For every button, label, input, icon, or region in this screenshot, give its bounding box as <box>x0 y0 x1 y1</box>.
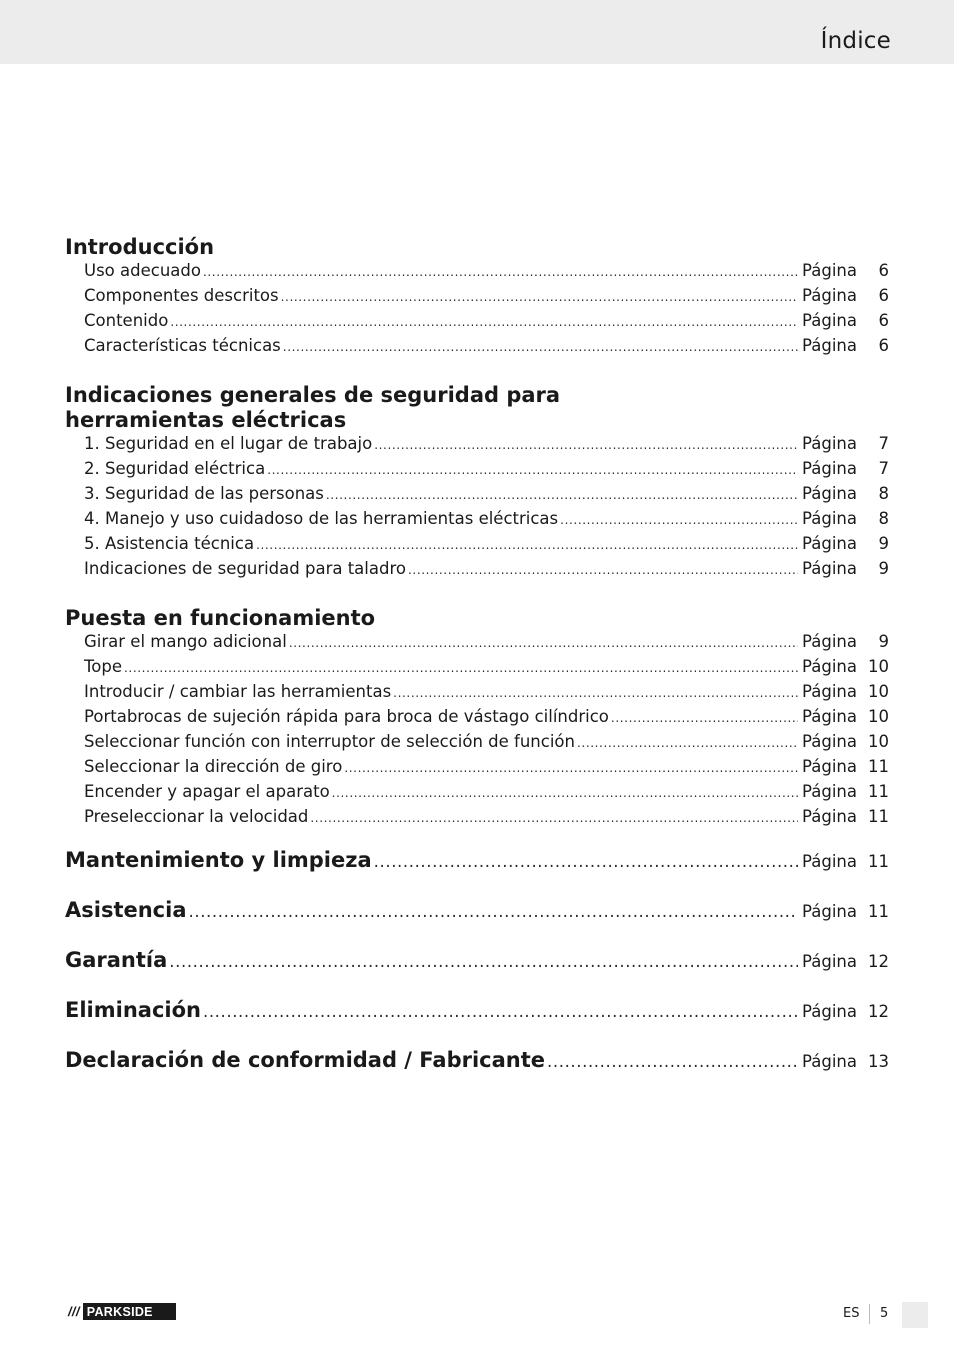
section-puesta-en-funcionamiento <box>65 606 889 832</box>
page-number: 10 <box>868 657 889 676</box>
page-number: 11 <box>868 782 889 801</box>
page-title: Índice <box>820 28 891 54</box>
page-label: Página <box>802 509 857 528</box>
footer-divider <box>869 1304 870 1324</box>
toc-entry[interactable] <box>65 336 889 361</box>
dot-leader <box>267 463 798 477</box>
page-label: Página <box>802 657 857 676</box>
section-seguridad <box>65 383 889 584</box>
entry-list <box>65 632 889 832</box>
page-number: 11 <box>868 807 889 826</box>
entry-title: 3. Seguridad de las personas <box>84 484 324 503</box>
toc-entry[interactable] <box>65 286 889 311</box>
dot-leader <box>374 852 798 871</box>
section-heading: Introducción <box>65 235 215 259</box>
footer-tab-box <box>902 1302 928 1328</box>
parkside-logo <box>65 1303 176 1320</box>
dot-leader <box>611 711 798 725</box>
toc-entry[interactable] <box>65 632 889 657</box>
page-number: 8 <box>878 509 889 528</box>
dot-leader <box>124 661 798 675</box>
dot-leader <box>408 563 798 577</box>
heading-line-1: Indicaciones generales de seguridad para <box>65 383 561 407</box>
entry-title: Componentes descritos <box>84 286 279 305</box>
dot-leader <box>289 636 798 650</box>
page-label: Página <box>802 632 857 651</box>
page-number: 11 <box>868 902 889 921</box>
toc-entry[interactable] <box>65 559 889 584</box>
table-of-contents <box>65 235 889 1098</box>
toc-main-entry[interactable] <box>65 898 889 948</box>
toc-entry[interactable] <box>65 311 889 336</box>
dot-leader <box>203 1002 798 1021</box>
section-heading: Asistencia <box>65 898 187 922</box>
page-label: Página <box>802 757 857 776</box>
logo-text: PARKSIDE <box>86 1304 153 1319</box>
page-number: 9 <box>878 559 889 578</box>
toc-entry[interactable] <box>65 782 889 807</box>
entry-title: Indicaciones de seguridad para taladro <box>84 559 406 578</box>
entry-title: 1. Seguridad en el lugar de trabajo <box>84 434 373 453</box>
page-number: 7 <box>878 459 889 478</box>
entry-title: Características técnicas <box>84 336 281 355</box>
toc-entry[interactable] <box>65 807 889 832</box>
section-heading: Eliminación <box>65 998 201 1022</box>
page-number: 11 <box>868 852 889 871</box>
page-number: 9 <box>878 632 889 651</box>
toc-main-entry[interactable] <box>65 848 889 898</box>
entry-title: 5. Asistencia técnica <box>84 534 255 553</box>
page-label: Página <box>802 732 857 751</box>
toc-entry[interactable] <box>65 509 889 534</box>
page-number: 6 <box>878 336 889 355</box>
dot-leader <box>283 340 798 354</box>
page-number: 11 <box>868 757 889 776</box>
page-number: 10 <box>868 732 889 751</box>
dot-leader <box>281 290 798 304</box>
entry-title: Girar el mango adicional <box>84 632 287 651</box>
dot-leader <box>256 538 798 552</box>
section-heading <box>65 383 889 433</box>
toc-entry[interactable] <box>65 707 889 732</box>
page-label: Página <box>802 286 857 305</box>
logo-slashes: /// <box>65 1303 83 1320</box>
toc-entry[interactable] <box>65 657 889 682</box>
toc-entry[interactable] <box>65 732 889 757</box>
page-label: Página <box>802 682 857 701</box>
dot-leader <box>547 1052 798 1071</box>
dot-leader <box>310 811 798 825</box>
page-label: Página <box>802 707 857 726</box>
toc-entry[interactable] <box>65 534 889 559</box>
page-label: Página <box>802 807 857 826</box>
section-heading: Declaración de conformidad / Fabricante <box>65 1048 546 1072</box>
page-number: 13 <box>868 1052 889 1071</box>
entry-title: 2. Seguridad eléctrica <box>84 459 266 478</box>
page-label: Página <box>802 852 857 871</box>
page-label: Página <box>802 336 857 355</box>
page-number: 7 <box>878 434 889 453</box>
page-label: Página <box>802 484 857 503</box>
page-label: Página <box>802 902 857 921</box>
entry-title: Contenido <box>84 311 169 330</box>
dot-leader <box>344 761 798 775</box>
page-label: Página <box>802 1052 857 1071</box>
toc-entry[interactable] <box>65 757 889 782</box>
dot-leader <box>326 488 798 502</box>
page-number: 6 <box>878 286 889 305</box>
toc-entry[interactable] <box>65 459 889 484</box>
dot-leader <box>374 438 798 452</box>
toc-entry[interactable] <box>65 434 889 459</box>
dot-leader <box>332 786 798 800</box>
dot-leader <box>393 686 798 700</box>
entry-title: Tope <box>84 657 122 676</box>
toc-main-entry[interactable] <box>65 1048 889 1098</box>
dot-leader <box>203 265 798 279</box>
toc-main-entry[interactable] <box>65 948 889 998</box>
page-label: Página <box>802 261 857 280</box>
page-label: Página <box>802 559 857 578</box>
dot-leader <box>189 902 799 921</box>
page-number: 8 <box>878 484 889 503</box>
dot-leader <box>577 736 798 750</box>
section-heading: Garantía <box>65 948 168 972</box>
entry-title: 4. Manejo y uso cuidadoso de las herramientas eléctricas <box>84 509 559 528</box>
entry-title: Introducir / cambiar las herramientas <box>84 682 392 701</box>
entry-list <box>65 434 889 584</box>
page-label: Página <box>802 1002 857 1021</box>
page-number: 9 <box>878 534 889 553</box>
entry-title: Uso adecuado <box>84 261 201 280</box>
dot-leader <box>170 315 798 329</box>
entry-title: Seleccionar función con interruptor de selección de función <box>84 732 575 751</box>
page-number: 12 <box>868 1002 889 1021</box>
page-number: 10 <box>868 707 889 726</box>
dot-leader <box>169 952 798 971</box>
toc-entry[interactable] <box>65 261 889 286</box>
page-number: 6 <box>878 261 889 280</box>
entry-title: Portabrocas de sujeción rápida para broca de vástago cilíndrico <box>84 707 609 726</box>
page-label: Página <box>802 311 857 330</box>
entry-title: Encender y apagar el aparato <box>84 782 330 801</box>
heading-line-2: herramientas eléctricas <box>65 408 347 432</box>
section-heading: Puesta en funcionamiento <box>65 606 376 630</box>
entry-title: Seleccionar la dirección de giro <box>84 757 343 776</box>
language-code: ES <box>843 1306 860 1321</box>
section-introduccion <box>65 235 889 361</box>
page-label: Página <box>802 782 857 801</box>
section-heading: Mantenimiento y limpieza <box>65 848 372 872</box>
page-number: 6 <box>878 311 889 330</box>
page-label: Página <box>802 534 857 553</box>
page-number: 10 <box>868 682 889 701</box>
header-band <box>0 0 954 64</box>
dot-leader <box>560 513 798 527</box>
entry-title: Preseleccionar la velocidad <box>84 807 309 826</box>
page-label: Página <box>802 952 857 971</box>
page-label: Página <box>802 459 857 478</box>
entry-list <box>65 261 889 361</box>
page-number-footer: 5 <box>880 1306 889 1321</box>
toc-main-entry[interactable] <box>65 998 889 1048</box>
page-number: 12 <box>868 952 889 971</box>
page-label: Página <box>802 434 857 453</box>
toc-entry[interactable] <box>65 682 889 707</box>
toc-entry[interactable] <box>65 484 889 509</box>
